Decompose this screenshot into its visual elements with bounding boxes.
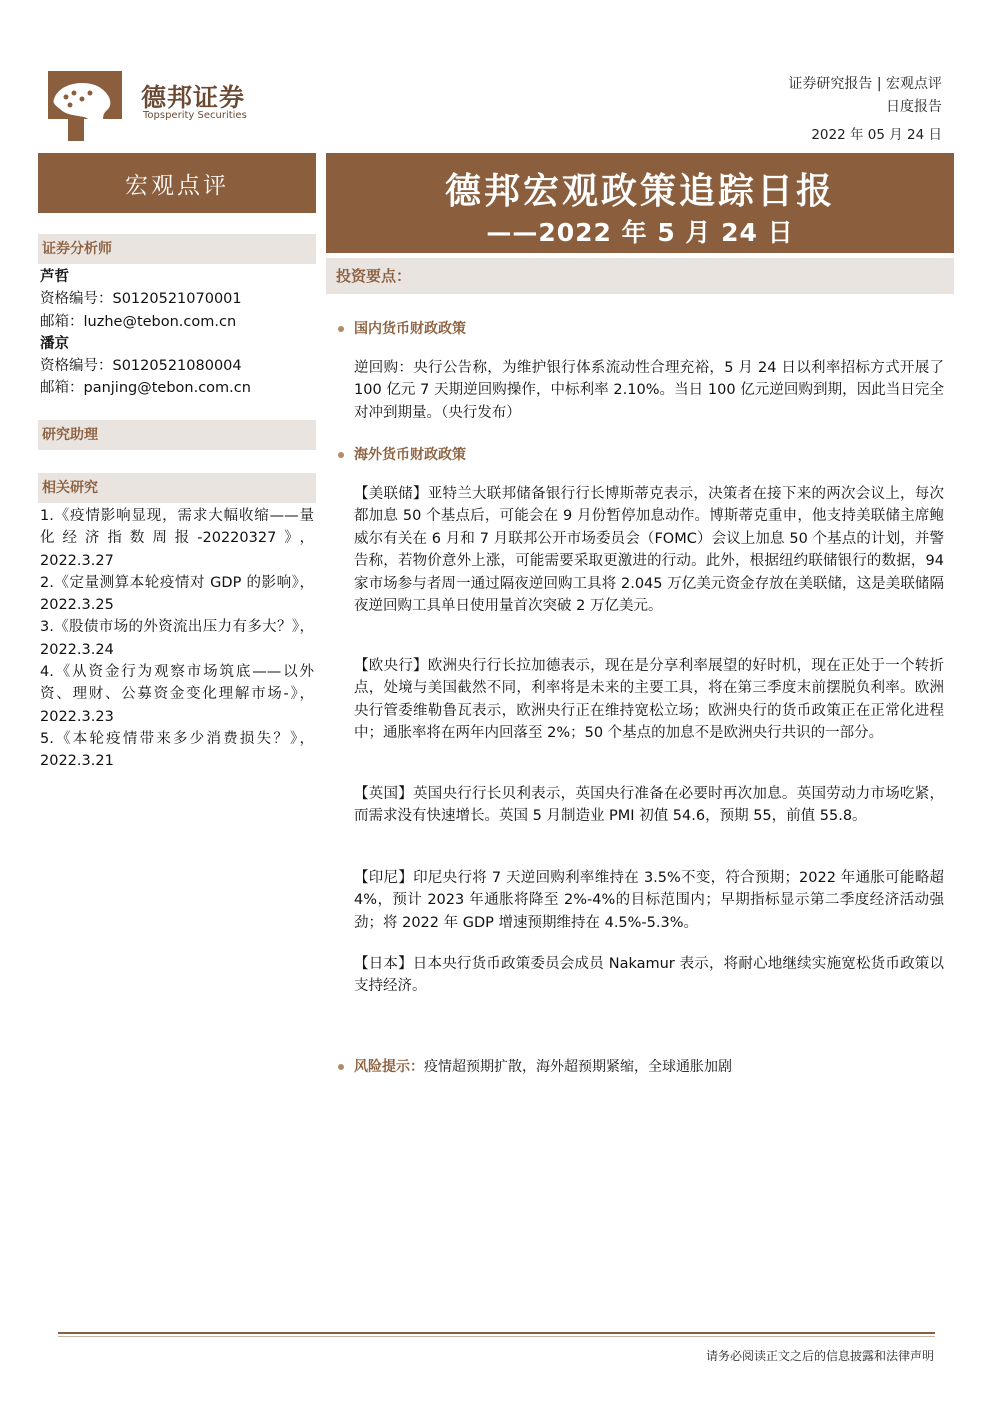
bullet-dot-icon: [338, 326, 344, 332]
bullet-dot-icon: [338, 1064, 344, 1070]
report-title: 德邦宏观政策追踪日报: [444, 171, 835, 212]
risk-label: 风险提示：: [354, 1059, 424, 1075]
related-research-item[interactable]: 4.《从资金行为观察市场筑底——以外资、理财、公募资金变化理解市场-》，2022.3.23: [40, 664, 314, 725]
ecb-paragraph: 【欧央行】欧洲央行行长拉加德表示，现在是分享利率展望的好时机，现在正处于一个转折点，处境与美国截然不同，利率将是未来的主要工具，将在第三季度末前摆脱负利率。欧洲央行管委维勒鲁瓦表示，欧洲央行正在维持宽松立场；欧洲央行的货币政策正在正常化进程中；通胀率将在两年内回落至 2%；50 个基点的加息不是欧洲央行共识的一部分。: [354, 658, 944, 742]
brand-name-en: Topsperity Securities: [143, 110, 247, 121]
risk-warning: [338, 1056, 732, 1076]
domestic-policy-text: 逆回购：央行公告称，为维护银行体系流动性合理充裕，5 月 24 日以利率招标方式开展了 100 亿元 7 天期逆回购操作，中标利率 2.10%。当日 100 亿元逆回购到期，因此当日完全对冲到期量。（央行发布）: [354, 360, 944, 421]
report-date: 2022 年 05 月 24 日: [811, 127, 942, 143]
analyst-name: 芦哲: [40, 269, 69, 285]
report-subtitle: ——2022 年 5 月 24 日: [486, 218, 794, 247]
overseas-policy-heading: [338, 444, 466, 464]
related-research-item[interactable]: 1.《疫情影响显现，需求大幅收缩——量化经济指数周报-20220327》，2022.3.27: [40, 508, 314, 569]
analyst-cert: 资格编号：S0120521080004: [40, 358, 242, 375]
japan-paragraph: 【日本】日本央行货币政策委员会成员 Nakamur 表示，将耐心地继续实施宽松货币政策以支持经济。: [354, 956, 944, 995]
report-type: 证券研究报告 | 宏观点评: [788, 76, 942, 92]
analyst-section-title: 证券分析师: [38, 234, 316, 264]
analyst-email[interactable]: 邮箱：luzhe@tebon.com.cn: [40, 313, 237, 330]
assistant-section-title: 研究助理: [38, 420, 316, 450]
title-banner: [326, 153, 954, 253]
company-logo: [44, 71, 124, 141]
uk-paragraph: 【英国】英国央行行长贝利表示，英国央行准备在必要时再次加息。英国劳动力市场吃紧，而需求没有快速增长。英国 5 月制造业 PMI 初值 54.6，预期 55，前值 55.8。: [354, 786, 944, 825]
bullet-dot-icon: [338, 452, 344, 458]
related-research-item[interactable]: 5.《本轮疫情带来多少消费损失？》，2022.3.21: [40, 730, 314, 770]
risk-text: 疫情超预期扩散，海外超预期紧缩，全球通胀加剧: [424, 1059, 732, 1075]
category-banner: 宏观点评: [38, 153, 316, 213]
analyst-name: 潘京: [40, 335, 69, 352]
brand-name-cn: 德邦证券: [141, 83, 246, 112]
investment-highlights-bar: 投资要点：: [326, 258, 954, 294]
footer-divider: [58, 1332, 935, 1334]
related-research-item[interactable]: 2.《定量测算本轮疫情对 GDP 的影响》，2022.3.25: [40, 574, 314, 614]
related-research-list: [40, 505, 314, 773]
analyst-cert: 资格编号：S0120521070001: [40, 291, 242, 308]
related-section-title: 相关研究: [38, 473, 316, 503]
footer-disclaimer[interactable]: 请务必阅读正文之后的信息披露和法律声明: [705, 1349, 934, 1363]
analyst-list: [40, 266, 316, 400]
report-frequency: 日度报告: [886, 99, 942, 115]
indonesia-paragraph: 【印尼】印尼央行将 7 天逆回购利率维持在 3.5%不变，符合预期；2022 年通胀可能略超 4%，预计 2023 年通胀将降至 2%-4%的目标范围内；早期指标显示第二季度经济活动强劲；将 2022 年 GDP 增速预期维持在 4.5%-5.3%。: [354, 870, 944, 931]
domestic-policy-heading: [338, 318, 466, 338]
overseas-policy-heading-text: 海外货币财政政策: [354, 447, 466, 463]
analyst-email[interactable]: 邮箱：panjing@tebon.com.cn: [40, 380, 251, 397]
footer-divider-thin: [58, 1336, 935, 1337]
domestic-policy-heading-text: 国内货币财政政策: [354, 321, 466, 337]
fed-paragraph: 【美联储】亚特兰大联邦储备银行行长博斯蒂克表示，决策者在接下来的两次会议上，每次都加息 50 个基点后，可能会在 9 月份暂停加息动作。博斯蒂克重申，他支持美联储主席鲍威尔有关在 6 月和 7 月联邦公开市场委员会（FOMC）会议上加息 50 个基点的计划，并警告称，若物价意外上涨，可能需要采取更激进的行动。此外，根据纽约联储银行的数据，94 家市场参与者周一通过隔夜逆回购工具将 2.045 万亿美元资金存放在美联储，这是美联储隔夜逆回购工具单日使用量首次突破 2 万亿美元。: [354, 486, 944, 615]
related-research-item[interactable]: 3.《股债市场的外资流出压力有多大？》，2022.3.24: [40, 619, 314, 658]
